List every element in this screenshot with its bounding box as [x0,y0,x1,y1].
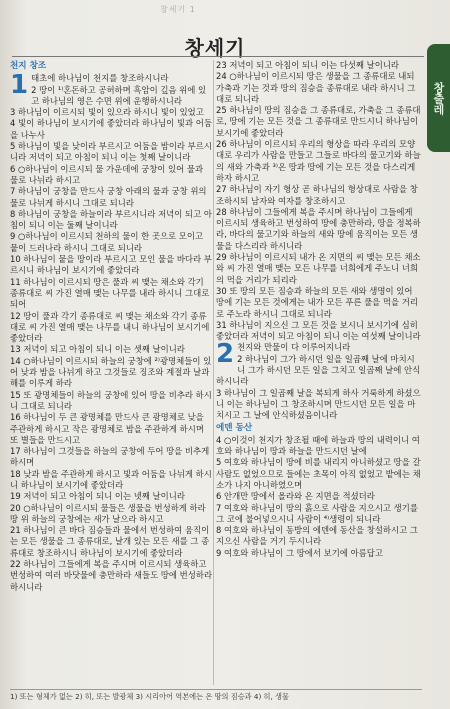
verse: 17 하나님이 그것들을 하늘의 궁창에 두어 땅을 비추게 하시며 [10,446,210,468]
verse-text: 천지와 만물이 다 이루어지니라 [237,342,351,353]
verse: 23 저녁이 되고 아침이 되니 이는 다섯째 날이니라 [216,60,400,70]
verse: 5 하나님이 빛을 낮이라 부르시고 어둠을 밤이라 부르시니라 저녁이 되고 아침이 되니 이는 첫째 날이니라 [10,141,212,163]
verse: 31 하나님이 지으신 그 모든 것을 보시니 보시기에 심히 좋았더라 저녁이 되고 아침이 되니 이는 여섯째 날이니라 [216,319,421,342]
left-column [10,60,213,593]
verse: 24 ○하나님이 이르시되 땅은 생물을 그 종류대로 내되 가축과 기는 것과 땅의 짐승을 종류대로 내라 하시니 그대로 되니라 [216,71,416,104]
running-header: 창세기 1 [160,5,196,14]
verse: 15 또 광명체들이 하늘의 궁창에 있어 땅을 비추라 하시니 그대로 되니라 [10,389,212,411]
verse: 19 저녁이 되고 아침이 되니 이는 넷째 날이니라 [10,491,185,502]
verse: 26 하나님이 이르시되 우리의 형상을 따라 우리의 모양대로 우리가 사람을 만들고 그들로 바다의 물고기와 하늘의 새와 가축과 ³⁾온 땅과 땅에 기는 모든 것을 다스리게 하자 하시고 [216,139,421,183]
verse: 27 하나님이 자기 형상 곧 하나님의 형상대로 사람을 창조하시되 남자와 여자를 창조하시고 [216,184,418,206]
verse: 2 하나님이 그가 하시던 일을 일곱째 날에 마치시니 그가 하시던 모든 일을 그치고 일곱째 날에 안식하시니라 [216,353,421,387]
verse: 4 빛이 하나님이 보시기에 좋았더라 하나님이 빛과 어둠을 나누사 [10,118,212,140]
right-column [216,60,422,559]
footnote: 1) 또는 형체가 없는 2) 히, 또는 발광체 3) 시리아어 역본에는 온 땅의 짐승과 4) 히, 생물 [10,689,422,702]
verse: 9 여호와 하나님이 그 땅에서 보기에 아름답고 [216,547,383,558]
verse: 14 ○하나님이 이르시되 하늘의 궁창에 ²⁾광명체들이 있어 낮과 밤을 나뉘게 하고 그것들로 징조와 계절과 날과 해를 이루게 하라 [10,355,212,389]
verse: 9 ○하나님이 이르시되 천하의 물이 한 곳으로 모이고 뭍이 드러나라 하시니 그대로 되니라 [10,231,204,253]
book-index-tab[interactable]: 창출레 [427,44,450,152]
verse: 4 ○이것이 천지가 창조될 때에 하늘과 땅의 내력이니 여호와 하나님이 땅과 하늘을 만드시던 날에 [216,434,420,457]
verse: 3 하나님이 이르시되 빛이 있으라 하시니 빛이 있었고 [10,107,204,118]
verse: 5 여호와 하나님이 땅에 비를 내리지 아니하셨고 땅을 갈 사람도 없었으므로 들에는 초목이 아직 없었고 밭에는 채소가 나지 아니하였으며 [216,457,421,490]
verse: 6 ○하나님이 이르시되 물 가운데에 궁창이 있어 물과 물로 나뉘라 하시고 [10,163,204,185]
verse: 8 여호와 하나님이 동방의 에덴에 동산을 창설하시고 그 지으신 사람을 거기 두시니라 [216,525,418,547]
chapter-number: 2 [216,339,235,370]
verse: 12 땅이 풀과 각기 종류대로 씨 맺는 채소와 각기 종류대로 씨 가진 열매 맺는 나무를 내니 하나님이 보시기에 좋았더라 [10,310,210,344]
verse: 18 낮과 밤을 주관하게 하시고 빛과 어둠을 나뉘게 하시니 하나님이 보시기에 좋았더라 [10,468,212,490]
column-divider [213,60,214,685]
verse: 13 저녁이 되고 아침이 되니 이는 셋째 날이니라 [10,344,185,355]
verse: 10 하나님이 뭍을 땅이라 부르시고 모인 물을 바다라 부르시니 하나님이 보시기에 좋았더라 [10,254,212,276]
verse: 6 안개만 땅에서 올라와 온 지면을 적셨더라 [216,491,375,502]
verse: 8 하나님이 궁창을 하늘이라 부르시니라 저녁이 되고 아침이 되니 이는 둘째 날이니라 [10,208,212,231]
verse: 7 여호와 하나님이 땅의 흙으로 사람을 지으시고 생기를 그 코에 불어넣으시니 사람이 ⁴⁾생령이 되니라 [216,502,418,524]
section-heading: 에덴 동산 [216,422,253,433]
verse: 30 또 땅의 모든 짐승과 하늘의 모든 새와 생명이 있어 땅에 기는 모든 것에게는 내가 모든 푸른 풀을 먹을 거리로 주노라 하시니 그대로 되니라 [216,285,418,319]
verse: 3 하나님이 그 일곱째 날을 복되게 하사 거룩하게 하셨으니 이는 하나님이 그 창조하시며 만드시던 모든 일을 마치시고 그 날에 안식하셨음이니라 [216,387,421,421]
page-title: 창세기 [184,36,246,60]
section-heading: 천지 창조 [10,61,47,71]
verse: 20 ○하나님이 이르시되 물들은 생물을 번성하게 하라 땅 위 하늘의 궁창에는 새가 날으라 하시고 [10,502,206,524]
verse: 16 하나님이 두 큰 광명체를 만드사 큰 광명체로 낮을 주관하게 하시고 작은 광명체로 밤을 주관하게 하시며 또 별들을 만드시고 [10,412,204,445]
verse-text: 태초에 하나님이 천지를 창조하시니라 [31,73,169,84]
verse: 29 하나님이 이르시되 내가 온 지면의 씨 맺는 모든 채소와 씨 가진 열매 맺는 모든 나무를 너희에게 주노니 너희의 먹을 거리가 되리라 [216,252,421,285]
verse: 11 하나님이 이르시되 땅은 풀과 씨 맺는 채소와 각기 종류대로 씨 가진 열매 맺는 나무를 내라 하시니 그대로 되어 [10,276,210,310]
verse: 22 하나님이 그들에게 복을 주시며 이르시되 생육하고 번성하여 여러 바닷물에 충만하라 새들도 땅에 번성하라 하시니라 [10,559,213,592]
verse: 25 하나님이 땅의 짐승을 그 종류대로, 가축을 그 종류대로, 땅에 기는 모든 것을 그 종류대로 만드시니 하나님이 보시기에 좋았더라 [216,105,421,138]
chapter-number: 1 [10,70,29,101]
title-divider [12,56,424,57]
verse: 28 하나님이 그들에게 복을 주시며 하나님이 그들에게 이르시되 생육하고 번성하여 땅에 충만하라, 땅을 정복하라, 바다의 물고기와 하늘의 새와 땅에 움직이는 모든 생물을 다스리라 하시니라 [216,206,421,251]
verse: 21 하나님이 큰 바다 짐승들과 물에서 번성하여 움직이는 모든 생물을 그 종류대로, 날개 있는 모든 새를 그 종류대로 창조하시니 하나님이 보시기에 좋았더라 [10,525,210,558]
verse: 7 하나님이 궁창을 만드사 궁창 아래의 물과 궁창 위의 물로 나뉘게 하시니 그대로 되니라 [10,186,207,208]
verse: 2 땅이 ¹⁾혼돈하고 공허하며 흑암이 깊음 위에 있고 하나님의 영은 수면 위에 운행하시니라 [31,84,207,106]
